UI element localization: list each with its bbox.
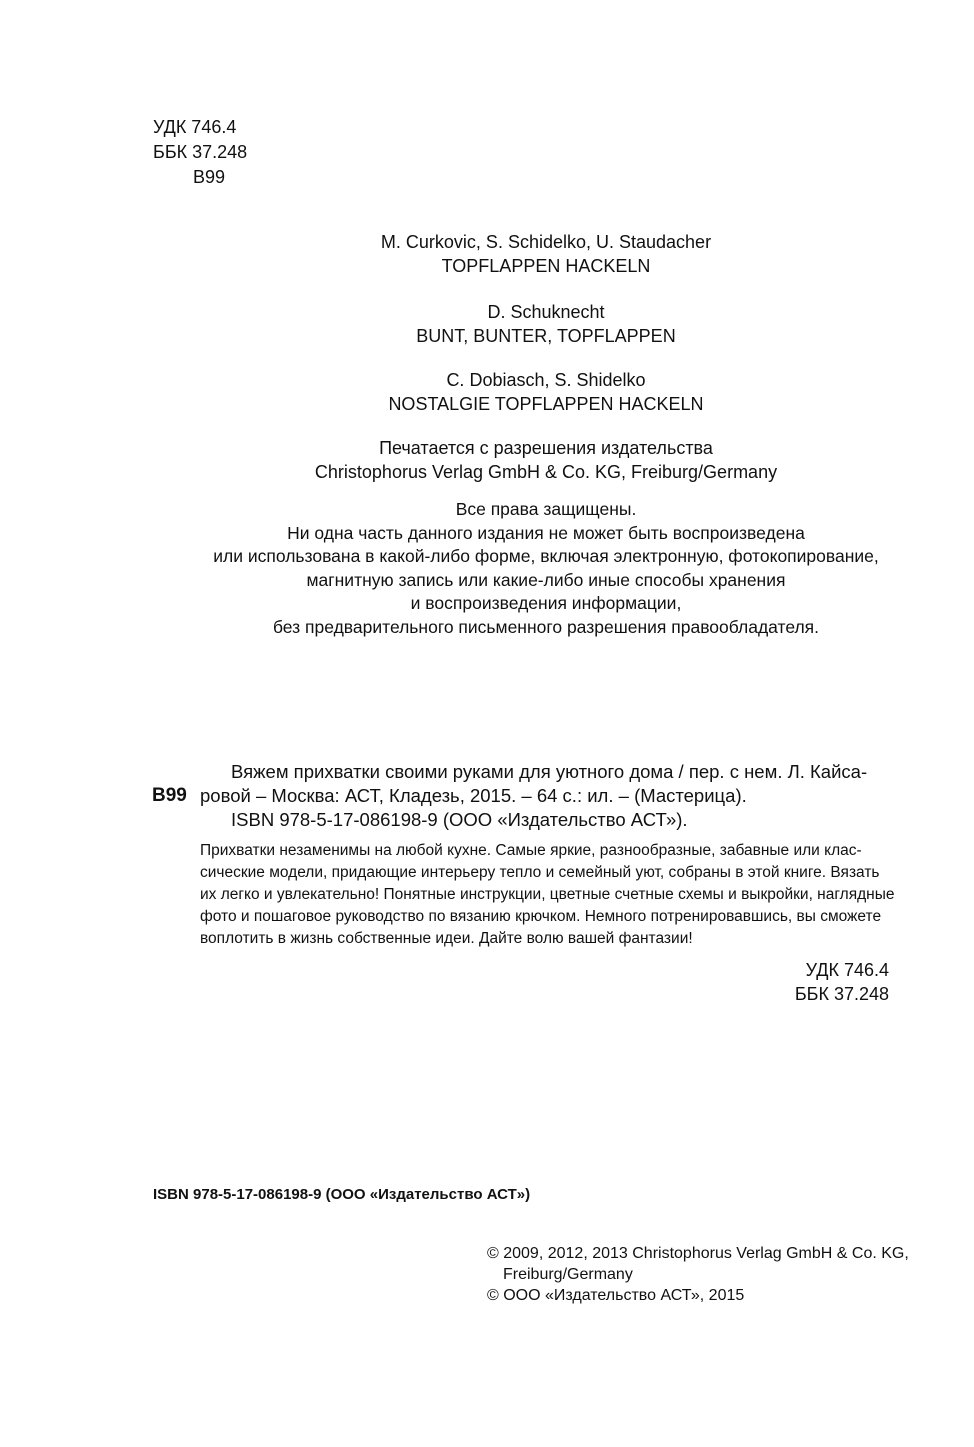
annotation-line: сические модели, придающие интерьеру тепло и семейный уют, собраны в этой книге. Вязать	[200, 864, 880, 881]
original-title: TOPFLAPPEN HACKELN	[441, 256, 651, 276]
classification-top	[153, 115, 247, 190]
udk-code: УДК 746.4	[805, 960, 889, 980]
original-authors: M. Curkovic, S. Schidelko, U. Staudacher	[380, 232, 712, 252]
copyright-block	[487, 1243, 909, 1306]
original-authors: D. Schuknecht	[487, 302, 605, 322]
rights-line: Все права защищены.	[455, 499, 637, 519]
annotation-line: фото и пошаговое руководство по вязанию крючком. Немного потренировавшись, вы сможете	[200, 908, 882, 925]
original-title-block-3	[254, 368, 838, 416]
original-authors: C. Dobiasch, S. Shidelko	[446, 370, 646, 390]
bib-line: Вяжем прихватки своими руками для уютного дома / пер. с нем. Л. Кайса-	[231, 761, 868, 782]
original-title: NOSTALGIE TOPFLAPPEN HACKELN	[388, 394, 704, 414]
bib-author-mark: В99	[152, 785, 187, 806]
copyright-line: Freiburg/Germany	[503, 1266, 633, 1283]
author-mark: В99	[193, 167, 226, 187]
annotation-line: их легко и увлекательно! Понятные инструкции, цветные счетные схемы и выкройки, наглядные	[200, 886, 895, 903]
classification-bottom	[786, 958, 889, 1006]
original-title-block-2	[254, 300, 838, 348]
permission-line: Печатается с разрешения издательства	[379, 438, 713, 458]
isbn-line: ISBN 978-5-17-086198-9 (ООО «Издательство АСТ»)	[153, 1186, 531, 1203]
rights-line: без предварительного письменного разрешения правообладателя.	[272, 616, 820, 637]
permission-publisher: Christophorus Verlag GmbH & Co. KG, Freiburg/Germany	[314, 462, 778, 482]
bib-line: ровой – Москва: АСТ, Кладезь, 2015. – 64 с.: ил. – (Мастерица).	[200, 785, 747, 806]
bib-isbn: ISBN 978-5-17-086198-9 (ООО «Издательство АСТ»).	[231, 809, 688, 830]
bbk-code: ББК 37.248	[153, 142, 248, 162]
rights-line: или использована в какой-либо форме, включая электронную, фотокопирование,	[213, 546, 879, 566]
annotation	[200, 840, 894, 950]
rights-notice	[150, 498, 942, 639]
bbk-code: ББК 37.248	[794, 984, 889, 1004]
rights-line: Ни одна часть данного издания не может быть воспроизведена	[287, 522, 805, 543]
permission-notice	[254, 436, 838, 484]
annotation-line: воплотить в жизнь собственные идеи. Дайте волю вашей фантазии!	[200, 930, 693, 947]
copyright-line: © 2009, 2012, 2013 Christophorus Verlag GmbH & Co. KG,	[487, 1245, 909, 1262]
annotation-line: Прихватки незаменимы на любой кухне. Самые яркие, разнообразные, забавные или клас-	[200, 842, 862, 859]
rights-line: магнитную запись или какие-либо иные способы хранения	[306, 569, 786, 590]
rights-line: и воспроизведения информации,	[410, 593, 682, 613]
bibliographic-record	[200, 760, 868, 832]
copyright-line: © ООО «Издательство АСТ», 2015	[487, 1287, 745, 1304]
original-title: BUNT, BUNTER, TOPFLAPPEN	[416, 326, 676, 346]
udk-code: УДК 746.4	[153, 117, 237, 137]
original-title-block-1	[254, 230, 838, 278]
